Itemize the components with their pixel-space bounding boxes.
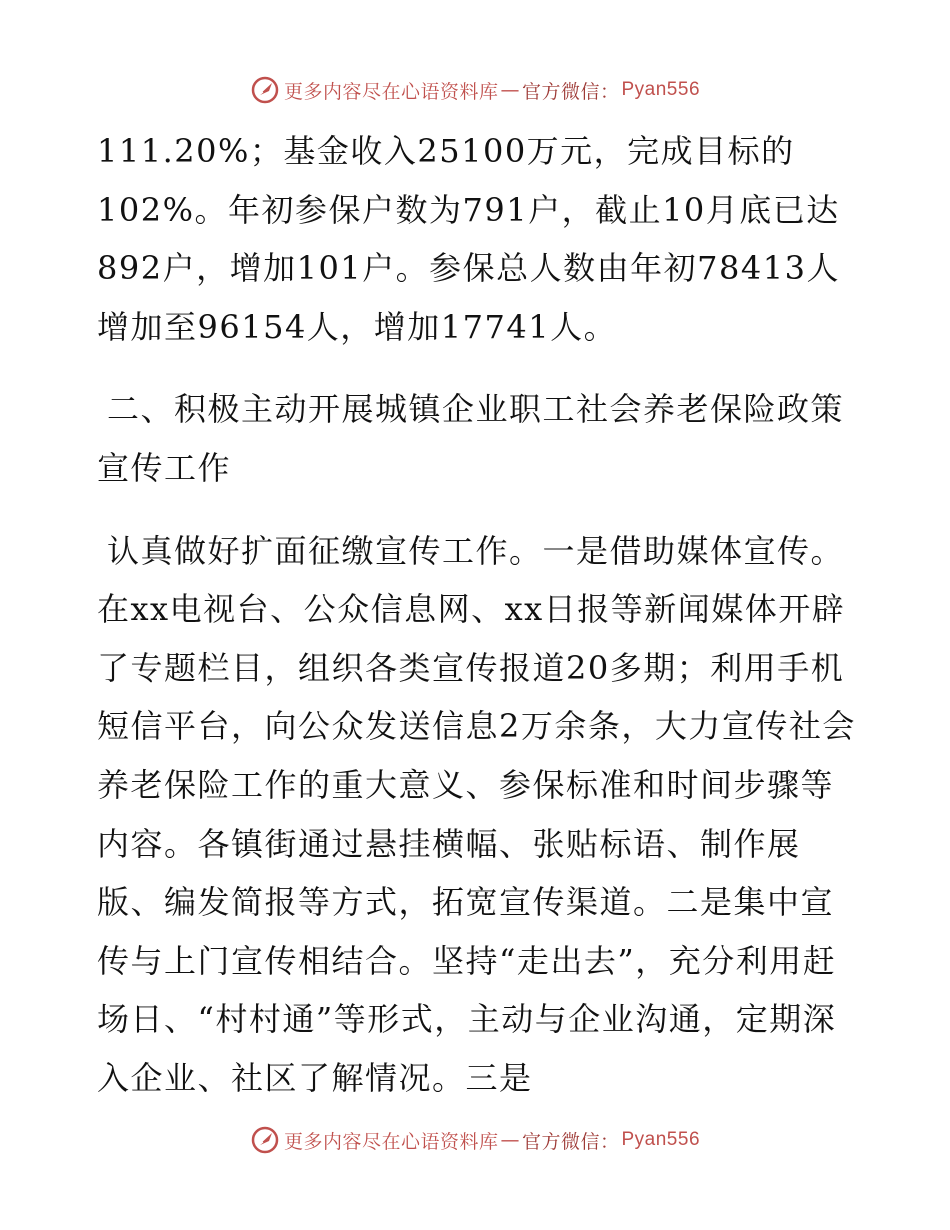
quill-logo-icon (250, 1125, 280, 1155)
header-watermark (0, 70, 950, 110)
paragraph-publicity: 认真做好扩面征缴宣传工作。一是借助媒体宣传。在xx电视台、公众信息网、xx日报等新闻媒体开辟了专题栏目，组织各类宣传报道20多期；利用手机短信平台，向公众发送信息2万余条，大力宣传社会养老保险工作的重大意义、参保标准和时间步骤等内容。各镇街通过悬挂横幅、张贴标语、制作展版、编发简报等方式，拓宽宣传渠道。二是集中宣传与上门宣传相结合。坚持“走出去”，充分利用赶场日、“村村通”等形式，主动与企业沟通，定期深入企业、社区了解情况。三是 (97, 531, 856, 1097)
watermark-brand-text: 更多内容尽在心语资料库 (283, 80, 499, 103)
watermark-separator: — (500, 79, 520, 101)
document-body (97, 122, 867, 1132)
footer-watermark (0, 1120, 950, 1160)
watermark-brand-text: 更多内容尽在心语资料库 (283, 1130, 499, 1153)
watermark-wechat-id: Pyan556 (621, 1129, 701, 1150)
watermark-separator: — (500, 1129, 520, 1151)
watermark-official-label: 官方微信： (521, 1130, 620, 1153)
watermark-official-label: 官方微信： (521, 80, 620, 103)
paragraph-statistics: 111.20%；基金收入25100万元，完成目标的102%。年初参保户数为791户，截止10月底已达892户，增加101户。参保总人数由年初78413人增加至96154人，增加17741人。 (97, 132, 840, 346)
quill-logo-icon (250, 75, 280, 105)
section-heading: 二、积极主动开展城镇企业职工社会养老保险政策宣传工作 (97, 390, 845, 487)
watermark-wechat-id: Pyan556 (621, 79, 701, 100)
